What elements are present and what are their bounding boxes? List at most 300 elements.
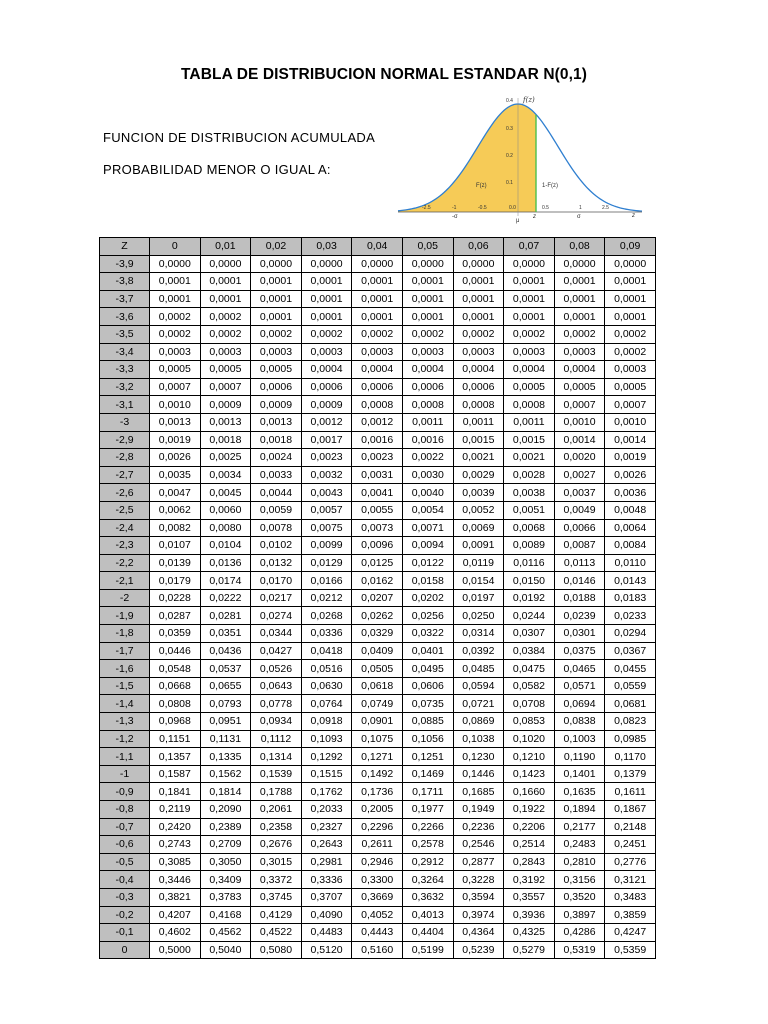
probability-cell: 0,2611	[352, 836, 403, 854]
probability-cell: 0,0062	[150, 501, 201, 519]
probability-cell: 0,2119	[150, 801, 201, 819]
probability-cell: 0,2266	[402, 818, 453, 836]
probability-cell: 0,0002	[605, 325, 656, 343]
probability-cell: 0,4404	[402, 924, 453, 942]
table-row	[100, 888, 656, 906]
table-row	[100, 677, 656, 695]
probability-cell: 0,0000	[504, 255, 555, 273]
table-row	[100, 660, 656, 678]
probability-cell: 0,0749	[352, 695, 403, 713]
probability-cell: 0,1611	[605, 783, 656, 801]
probability-cell: 0,2709	[200, 836, 251, 854]
probability-cell: 0,0002	[150, 308, 201, 326]
probability-cell: 0,3446	[150, 871, 201, 889]
z-value-cell: 0	[100, 941, 150, 959]
probability-cell: 0,0003	[402, 343, 453, 361]
probability-cell: 0,4364	[453, 924, 504, 942]
probability-cell: 0,3228	[453, 871, 504, 889]
probability-cell: 0,0011	[402, 413, 453, 431]
probability-cell: 0,0047	[150, 484, 201, 502]
probability-cell: 0,0001	[352, 273, 403, 291]
probability-cell: 0,0034	[200, 466, 251, 484]
probability-cell: 0,2578	[402, 836, 453, 854]
probability-cell: 0,0000	[402, 255, 453, 273]
probability-cell: 0,0000	[150, 255, 201, 273]
probability-cell: 0,0019	[605, 449, 656, 467]
table-row	[100, 783, 656, 801]
table-row	[100, 695, 656, 713]
probability-cell: 0,0384	[504, 642, 555, 660]
z-value-cell: -3,6	[100, 308, 150, 326]
probability-cell: 0,0012	[352, 413, 403, 431]
probability-cell: 0,0006	[301, 378, 352, 396]
probability-cell: 0,0548	[150, 660, 201, 678]
subtitle-probability: PROBABILIDAD MENOR O IGUAL A:	[103, 162, 331, 177]
table-row	[100, 519, 656, 537]
probability-cell: 0,0436	[200, 642, 251, 660]
probability-cell: 0,0113	[554, 554, 605, 572]
probability-cell: 0,2843	[504, 853, 555, 871]
y-tick-label: 0.2	[506, 153, 513, 159]
z-value-cell: -1,4	[100, 695, 150, 713]
probability-cell: 0,3121	[605, 871, 656, 889]
sigma-plus-label: σ	[577, 214, 581, 220]
probability-cell: 0,0003	[554, 343, 605, 361]
probability-cell: 0,0808	[150, 695, 201, 713]
probability-cell: 0,0006	[251, 378, 302, 396]
probability-cell: 0,3015	[251, 853, 302, 871]
probability-cell: 0,1314	[251, 748, 302, 766]
probability-cell: 0,0197	[453, 589, 504, 607]
probability-cell: 0,3594	[453, 888, 504, 906]
probability-cell: 0,0068	[504, 519, 555, 537]
probability-cell: 0,5120	[301, 941, 352, 959]
table-row	[100, 290, 656, 308]
table-row	[100, 572, 656, 590]
probability-cell: 0,0188	[554, 589, 605, 607]
probability-cell: 0,0001	[605, 290, 656, 308]
probability-cell: 0,0869	[453, 713, 504, 731]
probability-cell: 0,0001	[605, 308, 656, 326]
probability-cell: 0,0823	[605, 713, 656, 731]
probability-cell: 0,2420	[150, 818, 201, 836]
probability-cell: 0,0038	[504, 484, 555, 502]
z-value-cell: -2,5	[100, 501, 150, 519]
probability-cell: 0,1635	[554, 783, 605, 801]
probability-cell: 0,1788	[251, 783, 302, 801]
probability-cell: 0,0028	[504, 466, 555, 484]
header-decimal-cell: 0	[150, 238, 201, 256]
probability-cell: 0,0630	[301, 677, 352, 695]
table-row	[100, 642, 656, 660]
probability-cell: 0,0122	[402, 554, 453, 572]
probability-cell: 0,4013	[402, 906, 453, 924]
probability-cell: 0,0005	[200, 361, 251, 379]
probability-cell: 0,0007	[200, 378, 251, 396]
probability-cell: 0,5359	[605, 941, 656, 959]
probability-cell: 0,3707	[301, 888, 352, 906]
probability-cell: 0,0001	[402, 273, 453, 291]
probability-cell: 0,2061	[251, 801, 302, 819]
probability-cell: 0,1020	[504, 730, 555, 748]
probability-cell: 0,0409	[352, 642, 403, 660]
probability-cell: 0,1379	[605, 765, 656, 783]
probability-cell: 0,3264	[402, 871, 453, 889]
probability-cell: 0,0001	[554, 308, 605, 326]
probability-cell: 0,0099	[301, 537, 352, 555]
probability-cell: 0,2358	[251, 818, 302, 836]
probability-cell: 0,0001	[200, 290, 251, 308]
probability-cell: 0,0015	[504, 431, 555, 449]
probability-cell: 0,0951	[200, 713, 251, 731]
probability-cell: 0,2514	[504, 836, 555, 854]
probability-cell: 0,1949	[453, 801, 504, 819]
probability-cell: 0,0129	[301, 554, 352, 572]
probability-cell: 0,2776	[605, 853, 656, 871]
probability-cell: 0,0001	[402, 308, 453, 326]
z-value-cell: -0,8	[100, 801, 150, 819]
probability-cell: 0,0000	[200, 255, 251, 273]
probability-cell: 0,0322	[402, 625, 453, 643]
y-tick-label: 0.1	[506, 180, 513, 186]
z-value-cell: -0,4	[100, 871, 150, 889]
z-point-label: z	[533, 214, 536, 220]
probability-cell: 0,0008	[402, 396, 453, 414]
z-value-cell: -2,7	[100, 466, 150, 484]
probability-cell: 0,0655	[200, 677, 251, 695]
probability-cell: 0,0002	[453, 325, 504, 343]
probability-cell: 0,1357	[150, 748, 201, 766]
probability-cell: 0,0001	[251, 308, 302, 326]
z-value-cell: -3,4	[100, 343, 150, 361]
probability-cell: 0,0027	[554, 466, 605, 484]
z-value-cell: -2	[100, 589, 150, 607]
probability-cell: 0,0793	[200, 695, 251, 713]
probability-cell: 0,0838	[554, 713, 605, 731]
probability-cell: 0,0244	[504, 607, 555, 625]
z-value-cell: -1,9	[100, 607, 150, 625]
probability-cell: 0,0000	[352, 255, 403, 273]
probability-cell: 0,0033	[251, 466, 302, 484]
probability-cell: 0,0375	[554, 642, 605, 660]
probability-cell: 0,0559	[605, 677, 656, 695]
probability-cell: 0,0475	[504, 660, 555, 678]
z-value-cell: -1,5	[100, 677, 150, 695]
probability-cell: 0,0044	[251, 484, 302, 502]
z-table	[99, 237, 656, 959]
probability-cell: 0,0069	[453, 519, 504, 537]
table-row	[100, 484, 656, 502]
probability-cell: 0,5199	[402, 941, 453, 959]
header-decimal-cell: 0,02	[251, 238, 302, 256]
probability-cell: 0,1814	[200, 783, 251, 801]
probability-cell: 0,1539	[251, 765, 302, 783]
probability-cell: 0,0010	[150, 396, 201, 414]
probability-cell: 0,0301	[554, 625, 605, 643]
table-row	[100, 818, 656, 836]
probability-cell: 0,0485	[453, 660, 504, 678]
probability-cell: 0,0004	[453, 361, 504, 379]
z-value-cell: -0,5	[100, 853, 150, 871]
header-decimal-cell: 0,07	[504, 238, 555, 256]
probability-cell: 0,0060	[200, 501, 251, 519]
probability-cell: 0,0158	[402, 572, 453, 590]
table-row	[100, 730, 656, 748]
probability-cell: 0,0080	[200, 519, 251, 537]
probability-cell: 0,0073	[352, 519, 403, 537]
probability-cell: 0,0001	[605, 273, 656, 291]
probability-cell: 0,1292	[301, 748, 352, 766]
probability-cell: 0,0078	[251, 519, 302, 537]
probability-cell: 0,0071	[402, 519, 453, 537]
probability-cell: 0,0516	[301, 660, 352, 678]
probability-cell: 0,0005	[251, 361, 302, 379]
probability-cell: 0,1446	[453, 765, 504, 783]
table-row	[100, 941, 656, 959]
probability-cell: 0,3409	[200, 871, 251, 889]
header-decimal-cell: 0,09	[605, 238, 656, 256]
probability-cell: 0,0170	[251, 572, 302, 590]
probability-cell: 0,0968	[150, 713, 201, 731]
probability-cell: 0,0582	[504, 677, 555, 695]
probability-cell: 0,0043	[301, 484, 352, 502]
probability-cell: 0,0005	[504, 378, 555, 396]
probability-cell: 0,0985	[605, 730, 656, 748]
probability-cell: 0,2206	[504, 818, 555, 836]
probability-cell: 0,0016	[352, 431, 403, 449]
probability-cell: 0,0681	[605, 695, 656, 713]
probability-cell: 0,0001	[251, 273, 302, 291]
probability-cell: 0,1075	[352, 730, 403, 748]
probability-cell: 0,2005	[352, 801, 403, 819]
probability-cell: 0,3859	[605, 906, 656, 924]
probability-cell: 0,0003	[150, 343, 201, 361]
probability-cell: 0,0268	[301, 607, 352, 625]
probability-cell: 0,0183	[605, 589, 656, 607]
probability-cell: 0,2810	[554, 853, 605, 871]
probability-cell: 0,5279	[504, 941, 555, 959]
probability-cell: 0,0222	[200, 589, 251, 607]
probability-cell: 0,0934	[251, 713, 302, 731]
probability-cell: 0,1587	[150, 765, 201, 783]
probability-cell: 0,0212	[301, 589, 352, 607]
table-row	[100, 853, 656, 871]
probability-cell: 0,0054	[402, 501, 453, 519]
probability-cell: 0,0020	[554, 449, 605, 467]
table-row	[100, 361, 656, 379]
probability-cell: 0,0002	[200, 308, 251, 326]
probability-cell: 0,0005	[605, 378, 656, 396]
probability-cell: 0,1038	[453, 730, 504, 748]
probability-cell: 0,0001	[301, 308, 352, 326]
header-decimal-cell: 0,04	[352, 238, 403, 256]
probability-cell: 0,2877	[453, 853, 504, 871]
probability-cell: 0,0017	[301, 431, 352, 449]
probability-cell: 0,4052	[352, 906, 403, 924]
probability-cell: 0,0004	[504, 361, 555, 379]
probability-cell: 0,0006	[453, 378, 504, 396]
table-row	[100, 607, 656, 625]
table-row	[100, 413, 656, 431]
probability-cell: 0,1271	[352, 748, 403, 766]
probability-cell: 0,0029	[453, 466, 504, 484]
probability-cell: 0,2236	[453, 818, 504, 836]
x-tick-label: -0.5	[478, 205, 487, 211]
probability-cell: 0,0003	[200, 343, 251, 361]
probability-cell: 0,3936	[504, 906, 555, 924]
probability-cell: 0,1762	[301, 783, 352, 801]
probability-cell: 0,0009	[251, 396, 302, 414]
probability-cell: 0,0250	[453, 607, 504, 625]
probability-cell: 0,2643	[301, 836, 352, 854]
probability-cell: 0,0010	[554, 413, 605, 431]
header-decimal-cell: 0,06	[453, 238, 504, 256]
probability-cell: 0,0207	[352, 589, 403, 607]
probability-cell: 0,1210	[504, 748, 555, 766]
probability-cell: 0,0505	[352, 660, 403, 678]
probability-cell: 0,0015	[453, 431, 504, 449]
probability-cell: 0,0059	[251, 501, 302, 519]
z-value-cell: -0,7	[100, 818, 150, 836]
table-row	[100, 801, 656, 819]
probability-cell: 0,5040	[200, 941, 251, 959]
probability-cell: 0,0001	[453, 290, 504, 308]
table-row	[100, 255, 656, 273]
probability-cell: 0,0035	[150, 466, 201, 484]
probability-cell: 0,0139	[150, 554, 201, 572]
probability-cell: 0,5080	[251, 941, 302, 959]
probability-cell: 0,0087	[554, 537, 605, 555]
probability-cell: 0,0026	[605, 466, 656, 484]
z-value-cell: -3,5	[100, 325, 150, 343]
z-value-cell: -3,9	[100, 255, 150, 273]
probability-cell: 0,0000	[554, 255, 605, 273]
probability-cell: 0,0055	[352, 501, 403, 519]
probability-cell: 0,0708	[504, 695, 555, 713]
table-row	[100, 589, 656, 607]
probability-cell: 0,0262	[352, 607, 403, 625]
probability-cell: 0,0351	[200, 625, 251, 643]
probability-cell: 0,0048	[605, 501, 656, 519]
z-value-cell: -2,2	[100, 554, 150, 572]
probability-cell: 0,1335	[200, 748, 251, 766]
table-row	[100, 431, 656, 449]
probability-cell: 0,0107	[150, 537, 201, 555]
probability-cell: 0,1660	[504, 783, 555, 801]
probability-cell: 0,0307	[504, 625, 555, 643]
probability-cell: 0,0119	[453, 554, 504, 572]
z-value-cell: -1,7	[100, 642, 150, 660]
probability-cell: 0,0045	[200, 484, 251, 502]
probability-cell: 0,1401	[554, 765, 605, 783]
probability-cell: 0,3745	[251, 888, 302, 906]
probability-cell: 0,3372	[251, 871, 302, 889]
probability-cell: 0,3192	[504, 871, 555, 889]
probability-cell: 0,0594	[453, 677, 504, 695]
probability-cell: 0,0014	[554, 431, 605, 449]
probability-cell: 0,0082	[150, 519, 201, 537]
probability-cell: 0,0359	[150, 625, 201, 643]
z-value-cell: -3,7	[100, 290, 150, 308]
probability-cell: 0,2177	[554, 818, 605, 836]
probability-cell: 0,0526	[251, 660, 302, 678]
probability-cell: 0,0023	[352, 449, 403, 467]
x-tick-label: 1	[579, 205, 582, 211]
z-value-cell: -1	[100, 765, 150, 783]
probability-cell: 0,0606	[402, 677, 453, 695]
probability-cell: 0,0004	[352, 361, 403, 379]
probability-cell: 0,0465	[554, 660, 605, 678]
probability-cell: 0,0007	[150, 378, 201, 396]
probability-cell: 0,0003	[605, 361, 656, 379]
probability-cell: 0,0002	[352, 325, 403, 343]
subtitle-cdf: FUNCION DE DISTRIBUCION ACUMULADA	[103, 130, 376, 145]
probability-cell: 0,4443	[352, 924, 403, 942]
probability-cell: 0,0001	[504, 290, 555, 308]
probability-cell: 0,0668	[150, 677, 201, 695]
probability-cell: 0,0150	[504, 572, 555, 590]
probability-cell: 0,0008	[352, 396, 403, 414]
probability-cell: 0,0091	[453, 537, 504, 555]
probability-cell: 0,0001	[150, 273, 201, 291]
x-tick-label: -2.5	[422, 205, 431, 211]
probability-cell: 0,0002	[504, 325, 555, 343]
probability-cell: 0,0019	[150, 431, 201, 449]
probability-cell: 0,3085	[150, 853, 201, 871]
probability-cell: 0,0003	[301, 343, 352, 361]
probability-cell: 0,0192	[504, 589, 555, 607]
z-value-cell: -1,2	[100, 730, 150, 748]
probability-cell: 0,0853	[504, 713, 555, 731]
probability-cell: 0,0418	[301, 642, 352, 660]
probability-cell: 0,0002	[402, 325, 453, 343]
probability-cell: 0,0026	[150, 449, 201, 467]
probability-cell: 0,0064	[605, 519, 656, 537]
table-row	[100, 713, 656, 731]
probability-cell: 0,3156	[554, 871, 605, 889]
table-row	[100, 836, 656, 854]
table-header-row	[100, 238, 656, 256]
probability-cell: 0,3050	[200, 853, 251, 871]
normal-curve-figure	[396, 92, 646, 224]
probability-cell: 0,0016	[402, 431, 453, 449]
probability-cell: 0,0154	[453, 572, 504, 590]
z-value-cell: -2,4	[100, 519, 150, 537]
probability-cell: 0,0001	[301, 290, 352, 308]
probability-cell: 0,2033	[301, 801, 352, 819]
probability-cell: 0,0006	[402, 378, 453, 396]
z-value-cell: -1,6	[100, 660, 150, 678]
probability-cell: 0,1736	[352, 783, 403, 801]
table-row	[100, 449, 656, 467]
probability-cell: 0,1977	[402, 801, 453, 819]
probability-cell: 0,0039	[453, 484, 504, 502]
x-tick-label: 0.0	[509, 205, 516, 211]
probability-cell: 0,0002	[605, 343, 656, 361]
z-value-cell: -2,6	[100, 484, 150, 502]
probability-cell: 0,1867	[605, 801, 656, 819]
probability-cell: 0,0001	[504, 308, 555, 326]
probability-cell: 0,5239	[453, 941, 504, 959]
probability-cell: 0,0009	[200, 396, 251, 414]
region-left-label: F(z)	[476, 183, 487, 189]
probability-cell: 0,0011	[453, 413, 504, 431]
probability-cell: 0,0096	[352, 537, 403, 555]
probability-cell: 0,0003	[251, 343, 302, 361]
page-title: TABLA DE DISTRIBUCION NORMAL ESTANDAR N(0,1)	[181, 66, 587, 83]
probability-cell: 0,0446	[150, 642, 201, 660]
probability-cell: 0,0136	[200, 554, 251, 572]
